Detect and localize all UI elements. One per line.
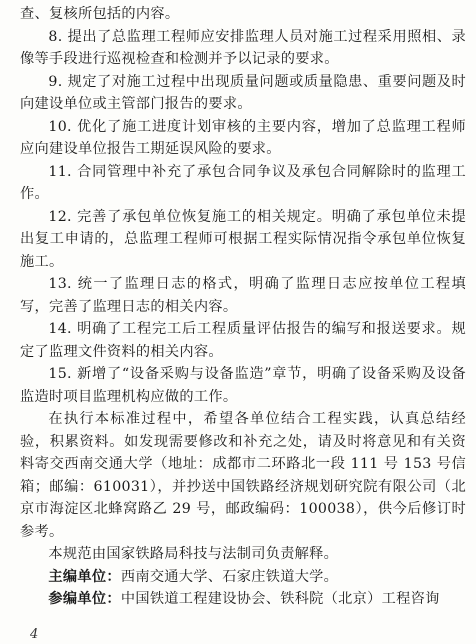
paragraph-continuation: 查、复核所包括的内容。 [20,6,180,22]
chief-editor-label: 主编单位： [48,568,121,585]
paragraph-item-13: 13. 统一了监理日志的格式，明确了监理日志应按单位工程填写，完善了监理日志的相关内容。 [20,276,466,315]
participating-units-value: 中国铁道工程建设协会、铁科院（北京）工程咨询 [120,591,440,607]
paragraph-item-14: 14. 明确了工程完工后工程质量评估报告的编写和报送要求。规定了监理文件资料的相关内容。 [20,321,466,360]
paragraph-item-12: 12. 完善了承包单位恢复施工的相关规定。明确了承包单位未提出复工申请的，总监理工程师可根据工程实际情况指令承包单位恢复施工。 [20,208,466,270]
body-text [20,3,466,611]
page-number: 4 [30,627,39,642]
paragraph-item-15: 15. 新增了“设备采购与设备监造”章节，明确了设备采购及设备监造时项目监理机构应做的工作。 [20,366,466,405]
paragraph-interpretation: 本规范由国家铁路局科技与法制司负责解释。 [48,546,339,562]
chief-editor-value: 西南交通大学、石家庄铁道大学。 [120,568,339,585]
chief-editor-unit [20,566,466,589]
paragraph-item-11: 11. 合同管理中补充了承包合同争议及承包合同解除时的监理工作。 [20,163,466,202]
paragraph-item-9: 9. 规定了对施工过程中出现质量问题或质量隐患、重要问题及时向建设单位或主管部门报告的要求。 [20,73,466,112]
paragraph-item-10: 10. 优化了施工进度计划审核的主要内容，增加了总监理工程师应向建设单位报告工期延误风险的要求。 [20,118,466,157]
participating-units-label: 参编单位： [48,591,121,607]
participating-units [20,588,466,611]
paragraph-item-8: 8. 提出了总监理工程师应安排监理人员对施工过程采用照相、录像等手段进行巡视检查和检测并予以记录的要求。 [20,28,466,67]
paragraph-feedback: 在执行本标准过程中，希望各单位结合工程实践，认真总结经验，积累资料。如发现需要修改和补充之处，请及时将意见和有关资料寄交西南交通大学（地址：成都市二环路北一段 111 号 153 号信箱；邮编：610031），并抄送中国铁路经济规划研究院有限公司（北京市海淀区北蜂窝路乙 29 号，邮政编码：100038），供今后修订时参考。 [20,411,466,540]
